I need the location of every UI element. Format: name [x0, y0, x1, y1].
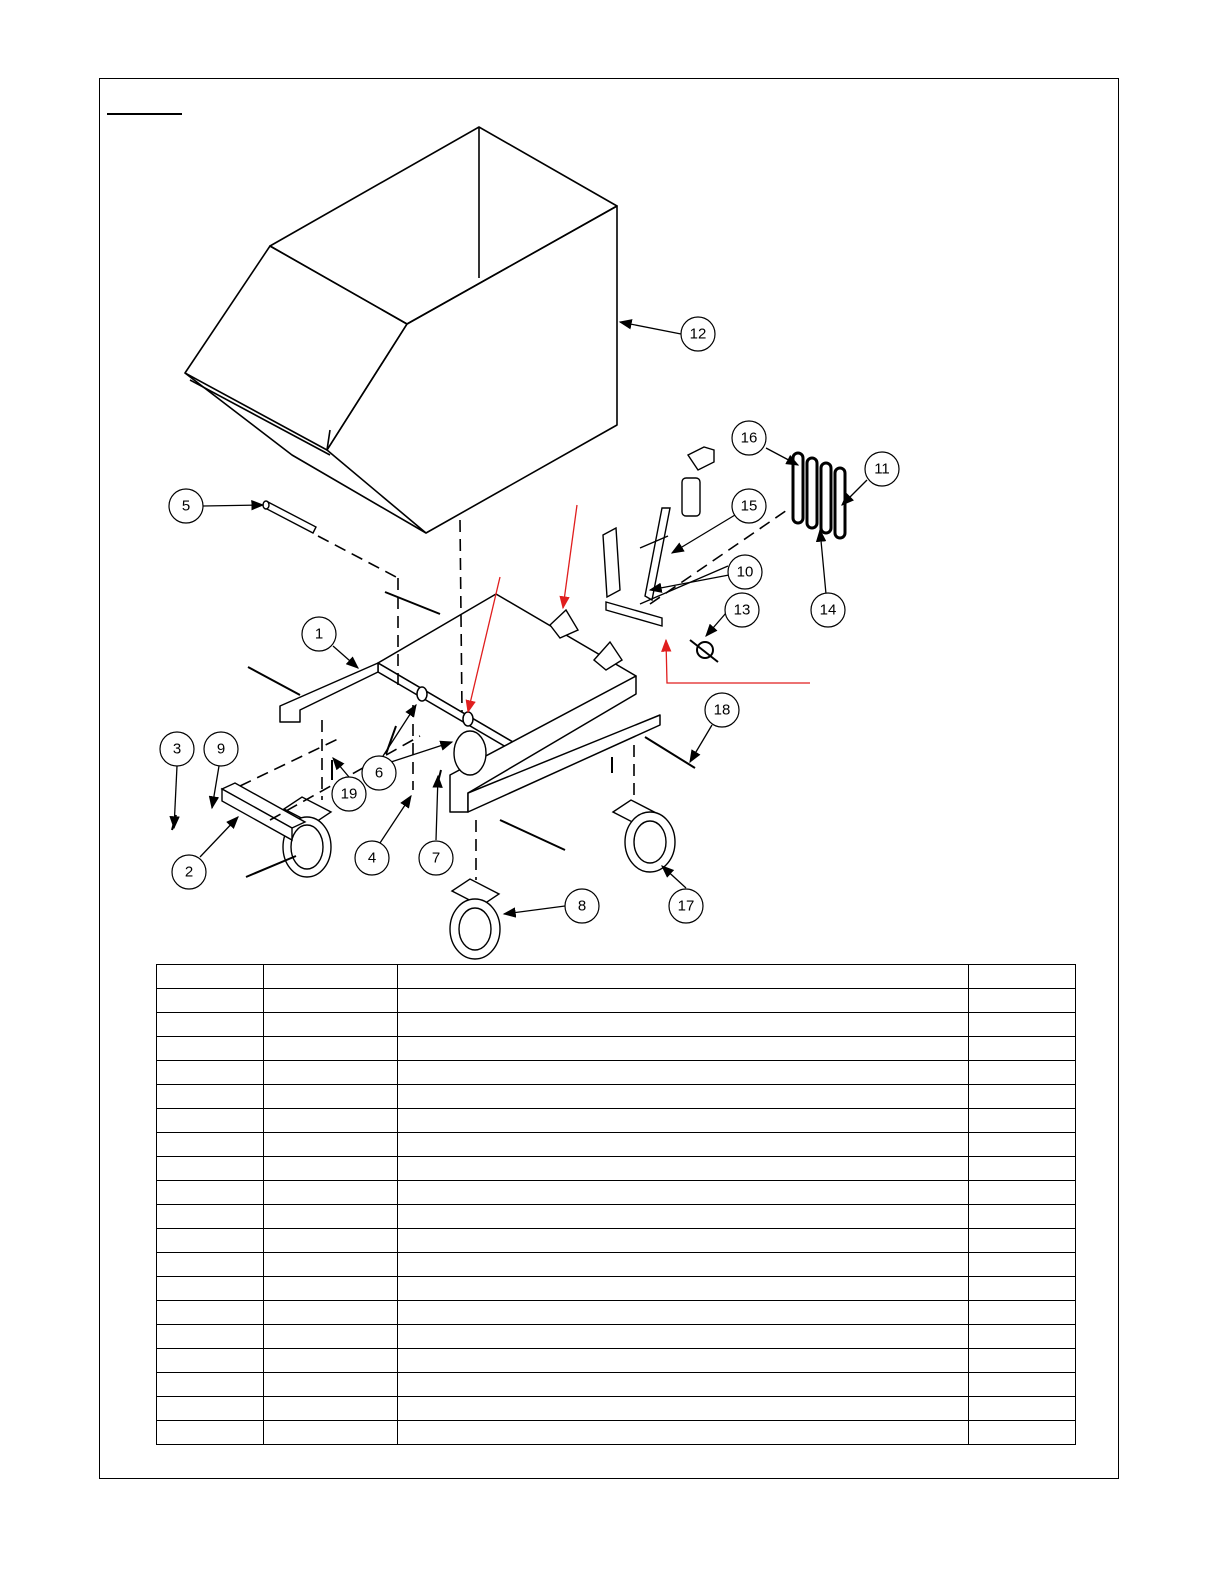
table-cell [264, 1133, 398, 1157]
table-cell [157, 1229, 264, 1253]
table-cell [157, 1085, 264, 1109]
table-cell [264, 1421, 398, 1445]
table-cell [157, 1061, 264, 1085]
table-row [157, 1349, 1076, 1373]
svg-text:11: 11 [874, 460, 890, 478]
table-cell [264, 1037, 398, 1061]
table-cell [157, 989, 264, 1013]
table-row [157, 1277, 1076, 1301]
table-cell [264, 1181, 398, 1205]
table-cell [157, 965, 264, 989]
table-cell [969, 1325, 1076, 1349]
table-cell [969, 1277, 1076, 1301]
callout-12 [681, 317, 715, 351]
svg-text:19: 19 [340, 785, 358, 803]
table-row [157, 1181, 1076, 1205]
table-cell [264, 1013, 398, 1037]
parts-list-table [156, 964, 1076, 1445]
table-row [157, 1133, 1076, 1157]
table-cell [398, 989, 969, 1013]
table-cell [398, 1061, 969, 1085]
table-cell [264, 1061, 398, 1085]
table-row [157, 1301, 1076, 1325]
table-row [157, 1397, 1076, 1421]
table-cell [157, 1109, 264, 1133]
svg-text:16: 16 [740, 429, 758, 447]
table-row [157, 965, 1076, 989]
table-cell [969, 1061, 1076, 1085]
table-cell [969, 1229, 1076, 1253]
table-cell [398, 1373, 969, 1397]
table-cell [157, 1277, 264, 1301]
caster-wheel-rear [454, 731, 486, 775]
table-cell [969, 1349, 1076, 1373]
table-cell [157, 1421, 264, 1445]
callout-7 [419, 841, 453, 875]
table-cell [264, 1277, 398, 1301]
table-cell [264, 1253, 398, 1277]
callout-15 [732, 489, 766, 523]
callout-1 [302, 617, 336, 651]
lever-linkage [550, 447, 714, 670]
callout-3 [160, 732, 194, 766]
table-cell [969, 1373, 1076, 1397]
table-cell [398, 1181, 969, 1205]
svg-text:12: 12 [689, 325, 707, 343]
table-cell [969, 1013, 1076, 1037]
table-cell [969, 1205, 1076, 1229]
table-cell [157, 1133, 264, 1157]
table-cell [398, 1397, 969, 1421]
svg-text:9: 9 [216, 740, 226, 758]
part-13-spring [690, 640, 718, 662]
table-cell [264, 1229, 398, 1253]
table-row [157, 1325, 1076, 1349]
table-cell [157, 1013, 264, 1037]
table-cell [969, 989, 1076, 1013]
table-cell [264, 965, 398, 989]
callout-5 [169, 489, 203, 523]
svg-text:14: 14 [819, 601, 837, 619]
table-cell [398, 1301, 969, 1325]
table-cell [157, 1301, 264, 1325]
table-cell [398, 1349, 969, 1373]
table-cell [398, 1421, 969, 1445]
table-cell [157, 1373, 264, 1397]
callout-18 [705, 693, 739, 727]
table-row [157, 989, 1076, 1013]
table-row [157, 1157, 1076, 1181]
callout-16 [732, 421, 766, 455]
table-cell [969, 1181, 1076, 1205]
callout-8 [565, 889, 599, 923]
table-cell [398, 1013, 969, 1037]
table-cell [264, 989, 398, 1013]
callout-10 [728, 555, 762, 589]
svg-text:18: 18 [713, 701, 731, 719]
svg-text:7: 7 [431, 849, 441, 867]
table-row [157, 1229, 1076, 1253]
table-cell [157, 1205, 264, 1229]
callout-13 [725, 593, 759, 627]
parts-list-body [157, 965, 1076, 1445]
svg-text:3: 3 [172, 740, 182, 758]
svg-text:2: 2 [184, 863, 194, 881]
part-16-chain [793, 453, 845, 538]
table-cell [264, 1085, 398, 1109]
caster-wheel-right [613, 800, 675, 872]
table-cell [264, 1349, 398, 1373]
table-cell [969, 1397, 1076, 1421]
table-cell [398, 1037, 969, 1061]
table-cell [157, 1181, 264, 1205]
table-cell [264, 1325, 398, 1349]
table-row [157, 1061, 1076, 1085]
table-cell [157, 1397, 264, 1421]
table-cell [969, 1037, 1076, 1061]
table-cell [398, 1253, 969, 1277]
table-cell [157, 1157, 264, 1181]
table-cell [969, 1421, 1076, 1445]
table-cell [157, 1325, 264, 1349]
table-cell [398, 965, 969, 989]
table-cell [969, 1157, 1076, 1181]
table-row [157, 1373, 1076, 1397]
hopper-body [185, 127, 617, 533]
svg-text:4: 4 [367, 849, 377, 867]
table-cell [398, 1277, 969, 1301]
table-cell [969, 965, 1076, 989]
part-5-rod [263, 501, 316, 533]
table-cell [157, 1037, 264, 1061]
table-row [157, 1205, 1076, 1229]
table-cell [969, 1109, 1076, 1133]
callout-19 [332, 777, 366, 811]
table-cell [398, 1205, 969, 1229]
callout-6 [362, 756, 396, 790]
callout-4 [355, 841, 389, 875]
table-cell [398, 1157, 969, 1181]
callout-11 [865, 452, 899, 486]
table-row [157, 1037, 1076, 1061]
callout-9 [204, 732, 238, 766]
table-row [157, 1013, 1076, 1037]
callout-17 [669, 889, 703, 923]
table-row [157, 1109, 1076, 1133]
table-cell [264, 1397, 398, 1421]
svg-text:8: 8 [577, 897, 587, 915]
svg-text:5: 5 [181, 497, 191, 515]
svg-text:13: 13 [733, 601, 751, 619]
table-cell [398, 1133, 969, 1157]
table-cell [264, 1373, 398, 1397]
table-cell [264, 1301, 398, 1325]
table-row [157, 1421, 1076, 1445]
table-cell [264, 1157, 398, 1181]
callout-14 [811, 593, 845, 627]
table-row [157, 1253, 1076, 1277]
table-cell [969, 1133, 1076, 1157]
table-cell [398, 1085, 969, 1109]
svg-text:15: 15 [740, 497, 758, 515]
table-cell [398, 1325, 969, 1349]
svg-text:17: 17 [677, 897, 695, 915]
svg-text:6: 6 [374, 764, 384, 782]
caster-wheel-front [450, 879, 500, 959]
table-cell [969, 1085, 1076, 1109]
table-row [157, 1085, 1076, 1109]
callout-2 [172, 855, 206, 889]
table-cell [157, 1349, 264, 1373]
table-cell [264, 1109, 398, 1133]
svg-text:10: 10 [736, 563, 754, 581]
table-cell [398, 1109, 969, 1133]
table-cell [398, 1229, 969, 1253]
table-cell [969, 1301, 1076, 1325]
table-cell [157, 1253, 264, 1277]
table-cell [264, 1205, 398, 1229]
table-cell [969, 1253, 1076, 1277]
svg-text:1: 1 [314, 625, 324, 643]
